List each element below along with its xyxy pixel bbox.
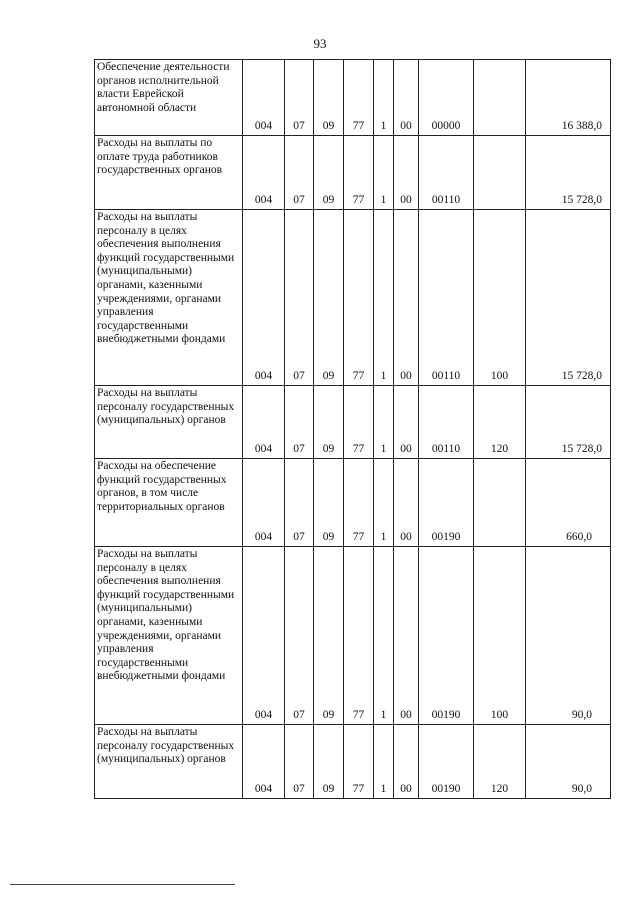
expense-type-code: 120 <box>490 783 509 796</box>
program-code: 77 <box>352 370 365 383</box>
expense-type-code: 100 <box>490 370 509 383</box>
item-code: 00110 <box>431 194 461 207</box>
ministry-code: 004 <box>254 194 273 207</box>
ministry-code: 004 <box>254 443 273 456</box>
expense-type-code: 120 <box>490 443 509 456</box>
subprogram-code: 1 <box>380 709 387 722</box>
amount: 16 388,0 <box>561 120 602 133</box>
table-row <box>95 725 611 799</box>
amount: 660,0 <box>566 531 592 544</box>
program-code: 77 <box>352 194 365 207</box>
ministry-code: 004 <box>254 709 273 722</box>
table-row <box>95 210 611 386</box>
section-code: 07 <box>293 370 305 383</box>
subsection-code: 09 <box>322 443 335 456</box>
section-code: 07 <box>293 194 305 207</box>
group-code: 00 <box>400 194 412 207</box>
amount: 15 728,0 <box>561 194 602 207</box>
program-code: 77 <box>352 443 365 456</box>
subprogram-code: 1 <box>380 194 387 207</box>
subprogram-code: 1 <box>380 783 387 796</box>
ministry-code: 004 <box>254 531 273 544</box>
program-code: 77 <box>352 783 365 796</box>
section-code: 07 <box>293 443 305 456</box>
subsection-code: 09 <box>322 709 335 722</box>
table-row <box>95 386 611 459</box>
expense-type-code: 100 <box>490 709 509 722</box>
row-name: Расходы на выплаты персоналу государственных (муниципальных) органов <box>95 386 243 459</box>
group-code: 00 <box>400 531 412 544</box>
row-name: Обеспечение деятельности органов исполнительной власти Еврейской автономной области <box>95 60 243 136</box>
row-name: Расходы на выплаты по оплате труда работников государственных органов <box>95 136 243 210</box>
row-name: Расходы на выплаты персоналу государственных (муниципальных) органов <box>95 725 243 799</box>
budget-table <box>94 59 611 799</box>
group-code: 00 <box>400 370 412 383</box>
subsection-code: 09 <box>322 120 335 133</box>
subprogram-code: 1 <box>380 443 387 456</box>
item-code: 00110 <box>431 443 461 456</box>
subsection-code: 09 <box>322 531 335 544</box>
amount: 90,0 <box>571 783 592 796</box>
table-row <box>95 459 611 547</box>
table-row <box>95 547 611 725</box>
ministry-code: 004 <box>254 783 273 796</box>
item-code: 00190 <box>431 709 461 722</box>
row-name: Расходы на выплаты персоналу в целях обеспечения выполнения функций государственными (муниципальными) органами, казенными учреждениями, органами управления государственными внебюджетными фондами <box>95 210 243 386</box>
ministry-code: 004 <box>254 370 273 383</box>
subprogram-code: 1 <box>380 120 387 133</box>
section-code: 07 <box>293 120 305 133</box>
ministry-code: 004 <box>254 120 273 133</box>
subprogram-code: 1 <box>380 531 387 544</box>
subprogram-code: 1 <box>380 370 387 383</box>
footnote-separator <box>10 884 235 885</box>
subsection-code: 09 <box>322 194 335 207</box>
subsection-code: 09 <box>322 370 335 383</box>
group-code: 00 <box>400 120 412 133</box>
table-row <box>95 60 611 136</box>
row-name: Расходы на выплаты персоналу в целях обеспечения выполнения функций государственными (муниципальными) органами, казенными учреждениями, органами управления государственными внебюджетными фондами <box>95 547 243 725</box>
group-code: 00 <box>400 443 412 456</box>
program-code: 77 <box>352 531 365 544</box>
item-code: 00000 <box>431 120 461 133</box>
group-code: 00 <box>400 709 412 722</box>
section-code: 07 <box>293 531 305 544</box>
amount: 15 728,0 <box>561 370 602 383</box>
item-code: 00190 <box>431 531 461 544</box>
amount: 15 728,0 <box>561 443 602 456</box>
item-code: 00110 <box>431 370 461 383</box>
program-code: 77 <box>352 120 365 133</box>
item-code: 00190 <box>431 783 461 796</box>
program-code: 77 <box>352 709 365 722</box>
table-row <box>95 136 611 210</box>
subsection-code: 09 <box>322 783 335 796</box>
page-number: 93 <box>313 36 327 51</box>
row-name: Расходы на обеспечение функций государственных органов, в том числе территориальных органов <box>95 459 243 547</box>
section-code: 07 <box>293 783 305 796</box>
section-code: 07 <box>293 709 305 722</box>
group-code: 00 <box>400 783 412 796</box>
amount: 90,0 <box>571 709 592 722</box>
